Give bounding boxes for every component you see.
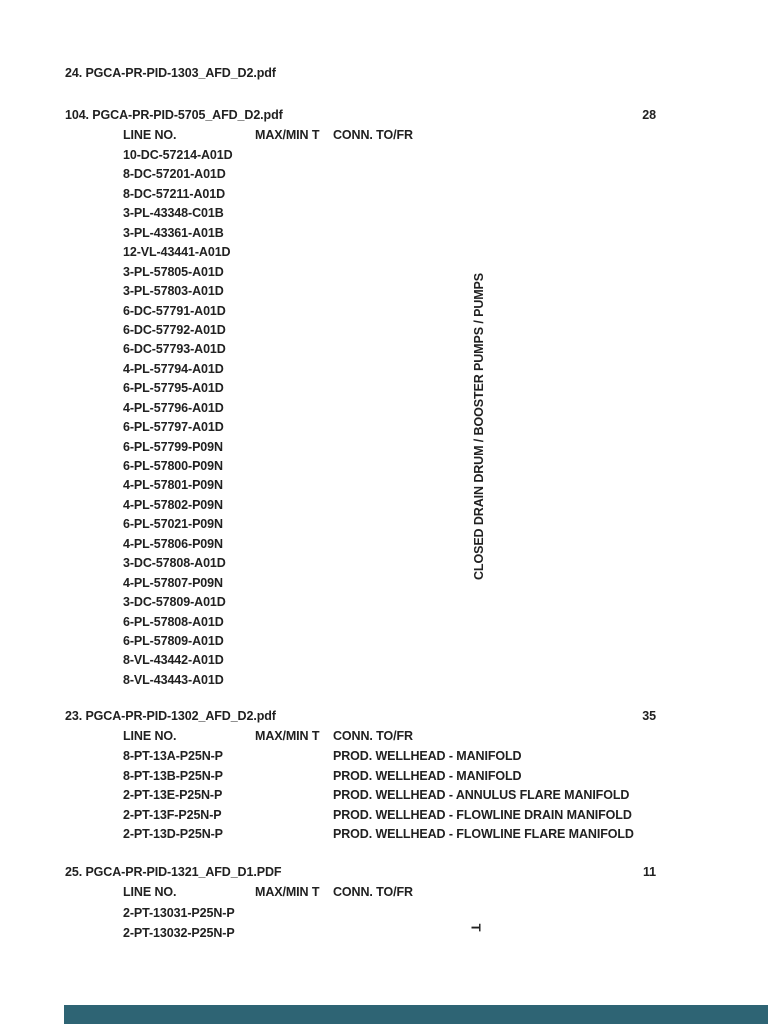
- line-number: 8-DC-57201-A01D: [123, 167, 226, 182]
- line-number: 6-DC-57793-A01D: [123, 342, 226, 357]
- line-number: 12-VL-43441-A01D: [123, 245, 231, 260]
- line-number: 8-PT-13B-P25N-P: [123, 768, 223, 783]
- viewer-bottom-bar: [64, 1005, 768, 1024]
- line-number: 8-VL-43442-A01D: [123, 653, 224, 668]
- section-title-doc24: 24. PGCA-PR-PID-1303_AFD_D2.pdf: [65, 66, 276, 80]
- line-number: 2-PT-13E-P25N-P: [123, 788, 223, 803]
- header-max-min-t: MAX/MIN T: [255, 885, 320, 899]
- line-number: 6-PL-57021-P09N: [123, 517, 223, 532]
- line-number: 2-PT-13032-P25N-P: [123, 925, 235, 940]
- header-conn-to-fr: CONN. TO/FR: [333, 128, 413, 142]
- line-number: 3-DC-57808-A01D: [123, 556, 226, 571]
- header-max-min-t: MAX/MIN T: [255, 128, 320, 142]
- section-title-doc25: 25. PGCA-PR-PID-1321_AFD_D1.PDF: [65, 865, 282, 879]
- page-count-doc104: 28: [642, 108, 656, 122]
- header-line-no: LINE NO.: [123, 128, 177, 142]
- line-number: 3-PL-43361-A01B: [123, 225, 224, 240]
- page-count-doc25: 11: [642, 865, 656, 879]
- section-title-doc104: 104. PGCA-PR-PID-5705_AFD_D2.pdf: [65, 108, 283, 122]
- line-number-list-doc25: [123, 904, 235, 943]
- line-number: 3-PL-57803-A01D: [123, 284, 224, 299]
- header-conn-to-fr: CONN. TO/FR: [333, 885, 413, 899]
- line-number: 2-PT-13D-P25N-P: [123, 827, 223, 842]
- vertical-label-closed-drain: CLOSED DRAIN DRUM / BOOSTER PUMPS / PUMPS: [472, 272, 486, 580]
- line-number: 8-DC-57211-A01D: [123, 186, 226, 201]
- section-title-doc23: 23. PGCA-PR-PID-1302_AFD_D2.pdf: [65, 709, 276, 723]
- line-number-list-doc104: [123, 146, 233, 690]
- connection-value: PROD. WELLHEAD - ANNULUS FLARE MANIFOLD: [333, 788, 630, 803]
- header-line-no: LINE NO.: [123, 885, 177, 899]
- line-number: 4-PL-57806-P09N: [123, 536, 223, 551]
- line-number: 4-PL-57807-P09N: [123, 575, 223, 590]
- connection-value: PROD. WELLHEAD - MANIFOLD: [333, 768, 522, 783]
- line-number: 3-PL-43348-C01B: [123, 206, 224, 221]
- line-number: 6-PL-57797-A01D: [123, 420, 224, 435]
- header-max-min-t: MAX/MIN T: [255, 729, 320, 743]
- line-number: 6-PL-57800-P09N: [123, 459, 223, 473]
- connection-value: PROD. WELLHEAD - FLOWLINE FLARE MANIFOLD: [333, 827, 634, 842]
- line-number: 6-DC-57792-A01D: [123, 322, 226, 337]
- line-number: 4-PL-57802-P09N: [123, 497, 223, 512]
- header-conn-to-fr: CONN. TO/FR: [333, 729, 413, 743]
- line-number: 2-PT-13F-P25N-P: [123, 807, 222, 822]
- connection-value: PROD. WELLHEAD - FLOWLINE DRAIN MANIFOLD: [333, 807, 632, 822]
- line-number: 4-PL-57794-A01D: [123, 361, 224, 376]
- line-number: 2-PT-13031-P25N-P: [123, 906, 235, 920]
- line-number: 10-DC-57214-A01D: [123, 148, 233, 162]
- page-count-doc23: 35: [642, 709, 656, 723]
- line-number: 4-PL-57801-P09N: [123, 478, 223, 493]
- line-number: 8-PT-13A-P25N-P: [123, 749, 223, 763]
- line-number: 6-PL-57799-P09N: [123, 439, 223, 454]
- connection-value: PROD. WELLHEAD - MANIFOLD: [333, 749, 522, 763]
- line-number: 6-PL-57808-A01D: [123, 614, 224, 629]
- line-number: 4-PL-57796-A01D: [123, 400, 224, 415]
- header-line-no: LINE NO.: [123, 729, 177, 743]
- line-number: 6-PL-57809-A01D: [123, 633, 224, 648]
- partial-vertical-label: T: [468, 923, 484, 932]
- line-number: 3-DC-57809-A01D: [123, 595, 226, 610]
- line-number: 8-VL-43443-A01D: [123, 672, 224, 687]
- line-number: 3-PL-57805-A01D: [123, 264, 224, 279]
- line-number: 6-DC-57791-A01D: [123, 303, 226, 318]
- line-number: 6-PL-57795-A01D: [123, 381, 224, 396]
